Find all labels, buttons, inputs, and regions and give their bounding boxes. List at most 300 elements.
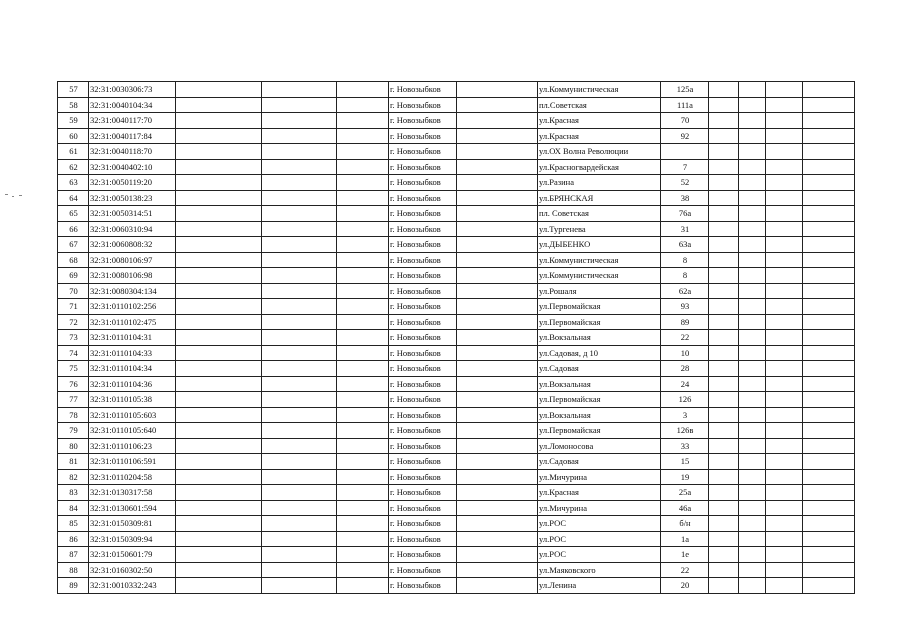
empty-cell [176,159,262,175]
empty-cell [709,376,739,392]
house-number-cell: 19 [661,469,709,485]
cadastral-number-cell: 32:31:0060808:32 [89,237,176,253]
empty-cell [457,516,538,532]
table-row [58,454,855,470]
empty-cell [803,469,855,485]
empty-cell [766,221,803,237]
empty-cell [262,469,337,485]
empty-cell [262,361,337,377]
empty-cell [739,531,766,547]
empty-cell [457,407,538,423]
empty-cell [337,299,389,315]
house-number-cell: 8 [661,268,709,284]
empty-cell [803,128,855,144]
street-cell: ул.Красная [538,128,661,144]
cadastral-number-cell: 32:31:0130601:594 [89,500,176,516]
empty-cell [803,144,855,160]
empty-cell [457,206,538,222]
cadastral-number-cell: 32:31:0110105:603 [89,407,176,423]
cadastral-number-cell: 32:31:0050119:20 [89,175,176,191]
empty-cell [803,190,855,206]
row-number-cell: 57 [58,82,89,98]
empty-cell [457,128,538,144]
register-table [57,81,855,594]
empty-cell [709,531,739,547]
empty-cell [457,268,538,284]
empty-cell [262,314,337,330]
street-cell: ул.Красногвардейская [538,159,661,175]
cadastral-number-cell: 32:31:0040117:70 [89,113,176,129]
empty-cell [766,159,803,175]
empty-cell [337,175,389,191]
street-cell: ул.Коммунистическая [538,252,661,268]
row-number-cell: 62 [58,159,89,175]
street-cell: ул.Садовая [538,454,661,470]
cadastral-number-cell: 32:31:0110106:591 [89,454,176,470]
city-cell: г. Новозыбков [389,252,457,268]
empty-cell [739,423,766,439]
house-number-cell: 1а [661,531,709,547]
house-number-cell [661,144,709,160]
house-number-cell: 126в [661,423,709,439]
empty-cell [766,547,803,563]
empty-cell [176,314,262,330]
empty-cell [709,221,739,237]
cadastral-number-cell: 32:31:0060310:94 [89,221,176,237]
house-number-cell: 126 [661,392,709,408]
empty-cell [709,144,739,160]
empty-cell [337,469,389,485]
empty-cell [176,578,262,594]
city-cell: г. Новозыбков [389,237,457,253]
empty-cell [803,423,855,439]
empty-cell [709,361,739,377]
empty-cell [262,407,337,423]
row-number-cell: 88 [58,562,89,578]
empty-cell [739,128,766,144]
table-row [58,423,855,439]
empty-cell [739,376,766,392]
empty-cell [803,159,855,175]
row-number-cell: 76 [58,376,89,392]
empty-cell [803,97,855,113]
empty-cell [709,423,739,439]
empty-cell [176,190,262,206]
street-cell: ул.Садовая, д 10 [538,345,661,361]
empty-cell [337,82,389,98]
table-row [58,190,855,206]
empty-cell [739,221,766,237]
empty-cell [739,392,766,408]
empty-cell [766,113,803,129]
row-number-cell: 61 [58,144,89,160]
city-cell: г. Новозыбков [389,531,457,547]
empty-cell [803,361,855,377]
empty-cell [337,485,389,501]
empty-cell [337,268,389,284]
row-number-cell: 89 [58,578,89,594]
empty-cell [709,82,739,98]
street-cell: ул.РОС [538,516,661,532]
empty-cell [457,361,538,377]
empty-cell [739,283,766,299]
street-cell: ул.Вокзальная [538,407,661,423]
street-cell: ул.РОС [538,531,661,547]
empty-cell [709,454,739,470]
empty-cell [176,423,262,439]
empty-cell [262,345,337,361]
table-row [58,221,855,237]
empty-cell [766,206,803,222]
empty-cell [709,469,739,485]
empty-cell [739,175,766,191]
cadastral-number-cell: 32:31:0080106:98 [89,268,176,284]
empty-cell [739,547,766,563]
table-row [58,531,855,547]
empty-cell [457,144,538,160]
house-number-cell: 15 [661,454,709,470]
empty-cell [337,113,389,129]
empty-cell [337,578,389,594]
table-row [58,562,855,578]
empty-cell [709,97,739,113]
table-row [58,82,855,98]
empty-cell [803,221,855,237]
empty-cell [262,516,337,532]
row-number-cell: 77 [58,392,89,408]
empty-cell [803,454,855,470]
table-row [58,113,855,129]
cadastral-number-cell: 32:31:0150601:79 [89,547,176,563]
street-cell: ул.Ленина [538,578,661,594]
house-number-cell: 22 [661,562,709,578]
empty-cell [337,361,389,377]
row-number-cell: 78 [58,407,89,423]
empty-cell [337,221,389,237]
empty-cell [262,252,337,268]
street-cell: пл. Советская [538,206,661,222]
house-number-cell: 70 [661,113,709,129]
table-row [58,128,855,144]
empty-cell [739,299,766,315]
empty-cell [739,500,766,516]
street-cell: ул.Садовая [538,361,661,377]
empty-cell [457,423,538,439]
table-row [58,516,855,532]
empty-cell [457,314,538,330]
table-row [58,578,855,594]
city-cell: г. Новозыбков [389,299,457,315]
empty-cell [803,531,855,547]
empty-cell [337,345,389,361]
empty-cell [766,283,803,299]
table-row [58,392,855,408]
street-cell: ул.Коммунистическая [538,268,661,284]
house-number-cell: 76а [661,206,709,222]
empty-cell [766,128,803,144]
house-number-cell: 7 [661,159,709,175]
cadastral-number-cell: 32:31:0110104:34 [89,361,176,377]
scan-speck [19,195,22,196]
empty-cell [457,82,538,98]
empty-cell [766,237,803,253]
empty-cell [457,376,538,392]
street-cell: ул.Первомайская [538,423,661,439]
street-cell: ул.Маяковского [538,562,661,578]
empty-cell [262,144,337,160]
empty-cell [262,578,337,594]
city-cell: г. Новозыбков [389,330,457,346]
empty-cell [709,237,739,253]
empty-cell [457,237,538,253]
empty-cell [337,516,389,532]
empty-cell [176,206,262,222]
city-cell: г. Новозыбков [389,376,457,392]
empty-cell [766,469,803,485]
table-row [58,97,855,113]
empty-cell [176,454,262,470]
house-number-cell: 63а [661,237,709,253]
empty-cell [803,376,855,392]
empty-cell [739,206,766,222]
empty-cell [803,547,855,563]
house-number-cell: 62а [661,283,709,299]
empty-cell [176,144,262,160]
empty-cell [457,221,538,237]
street-cell: ул.Мичурина [538,500,661,516]
empty-cell [176,407,262,423]
house-number-cell: 3 [661,407,709,423]
row-number-cell: 66 [58,221,89,237]
city-cell: г. Новозыбков [389,361,457,377]
empty-cell [803,500,855,516]
empty-cell [176,376,262,392]
city-cell: г. Новозыбков [389,516,457,532]
table-row [58,314,855,330]
row-number-cell: 86 [58,531,89,547]
empty-cell [176,252,262,268]
empty-cell [766,175,803,191]
house-number-cell: 89 [661,314,709,330]
table-row [58,345,855,361]
empty-cell [457,345,538,361]
empty-cell [457,578,538,594]
empty-cell [262,500,337,516]
empty-cell [262,423,337,439]
empty-cell [709,562,739,578]
empty-cell [739,159,766,175]
row-number-cell: 60 [58,128,89,144]
empty-cell [337,500,389,516]
city-cell: г. Новозыбков [389,206,457,222]
empty-cell [457,252,538,268]
empty-cell [739,361,766,377]
empty-cell [262,268,337,284]
empty-cell [337,392,389,408]
table-row [58,361,855,377]
empty-cell [176,485,262,501]
empty-cell [739,485,766,501]
row-number-cell: 82 [58,469,89,485]
cadastral-number-cell: 32:31:0050314:51 [89,206,176,222]
empty-cell [709,206,739,222]
empty-cell [739,438,766,454]
house-number-cell: 20 [661,578,709,594]
register-table-body [58,82,855,594]
empty-cell [337,531,389,547]
empty-cell [262,376,337,392]
empty-cell [803,268,855,284]
city-cell: г. Новозыбков [389,547,457,563]
house-number-cell: 93 [661,299,709,315]
scan-speck [12,196,14,197]
empty-cell [709,314,739,330]
street-cell: ул.Вокзальная [538,330,661,346]
house-number-cell: б/н [661,516,709,532]
empty-cell [709,392,739,408]
empty-cell [803,516,855,532]
empty-cell [457,175,538,191]
row-number-cell: 83 [58,485,89,501]
row-number-cell: 63 [58,175,89,191]
city-cell: г. Новозыбков [389,578,457,594]
empty-cell [766,376,803,392]
empty-cell [176,113,262,129]
empty-cell [337,407,389,423]
cadastral-number-cell: 32:31:0010332:243 [89,578,176,594]
city-cell: г. Новозыбков [389,392,457,408]
street-cell: ул.Вокзальная [538,376,661,392]
empty-cell [457,299,538,315]
cadastral-number-cell: 32:31:0130317:58 [89,485,176,501]
cadastral-number-cell: 32:31:0080106:97 [89,252,176,268]
empty-cell [457,392,538,408]
table-row [58,438,855,454]
house-number-cell: 1е [661,547,709,563]
house-number-cell: 25а [661,485,709,501]
empty-cell [337,423,389,439]
table-row [58,144,855,160]
row-number-cell: 59 [58,113,89,129]
table-row [58,159,855,175]
street-cell: ул.Рошаля [538,283,661,299]
table-row [58,500,855,516]
empty-cell [176,438,262,454]
empty-cell [739,345,766,361]
cadastral-number-cell: 32:31:0110104:33 [89,345,176,361]
city-cell: г. Новозыбков [389,97,457,113]
cadastral-number-cell: 32:31:0040117:84 [89,128,176,144]
empty-cell [709,438,739,454]
empty-cell [262,206,337,222]
house-number-cell: 38 [661,190,709,206]
empty-cell [803,283,855,299]
empty-cell [766,268,803,284]
table-row [58,175,855,191]
empty-cell [766,97,803,113]
empty-cell [803,438,855,454]
empty-cell [176,299,262,315]
table-row [58,485,855,501]
cadastral-number-cell: 32:31:0040118:70 [89,144,176,160]
city-cell: г. Новозыбков [389,438,457,454]
empty-cell [262,531,337,547]
row-number-cell: 87 [58,547,89,563]
table-row [58,469,855,485]
empty-cell [457,97,538,113]
empty-cell [766,299,803,315]
city-cell: г. Новозыбков [389,454,457,470]
empty-cell [766,438,803,454]
row-number-cell: 58 [58,97,89,113]
street-cell: ул.Красная [538,113,661,129]
cadastral-number-cell: 32:31:0110102:256 [89,299,176,315]
empty-cell [457,469,538,485]
empty-cell [803,330,855,346]
cadastral-number-cell: 32:31:0110104:31 [89,330,176,346]
empty-cell [262,330,337,346]
empty-cell [262,299,337,315]
street-cell: ул.Первомайская [538,299,661,315]
cadastral-number-cell: 32:31:0080304:134 [89,283,176,299]
street-cell: ул.Разина [538,175,661,191]
empty-cell [803,206,855,222]
house-number-cell: 33 [661,438,709,454]
cadastral-number-cell: 32:31:0110102:475 [89,314,176,330]
empty-cell [766,578,803,594]
empty-cell [739,268,766,284]
house-number-cell: 111а [661,97,709,113]
empty-cell [709,128,739,144]
house-number-cell: 92 [661,128,709,144]
cadastral-number-cell: 32:31:0150309:81 [89,516,176,532]
empty-cell [709,485,739,501]
empty-cell [766,82,803,98]
empty-cell [766,392,803,408]
empty-cell [803,82,855,98]
empty-cell [262,113,337,129]
empty-cell [766,407,803,423]
empty-cell [803,407,855,423]
empty-cell [766,144,803,160]
cadastral-number-cell: 32:31:0160302:50 [89,562,176,578]
house-number-cell: 52 [661,175,709,191]
empty-cell [803,314,855,330]
empty-cell [739,314,766,330]
empty-cell [337,314,389,330]
city-cell: г. Новозыбков [389,113,457,129]
empty-cell [739,562,766,578]
empty-cell [739,469,766,485]
row-number-cell: 74 [58,345,89,361]
row-number-cell: 64 [58,190,89,206]
empty-cell [766,562,803,578]
empty-cell [766,531,803,547]
table-row [58,237,855,253]
empty-cell [739,578,766,594]
empty-cell [262,392,337,408]
empty-cell [457,113,538,129]
row-number-cell: 70 [58,283,89,299]
city-cell: г. Новозыбков [389,190,457,206]
empty-cell [766,190,803,206]
house-number-cell: 8 [661,252,709,268]
row-number-cell: 72 [58,314,89,330]
empty-cell [803,562,855,578]
empty-cell [766,345,803,361]
empty-cell [457,531,538,547]
empty-cell [709,252,739,268]
